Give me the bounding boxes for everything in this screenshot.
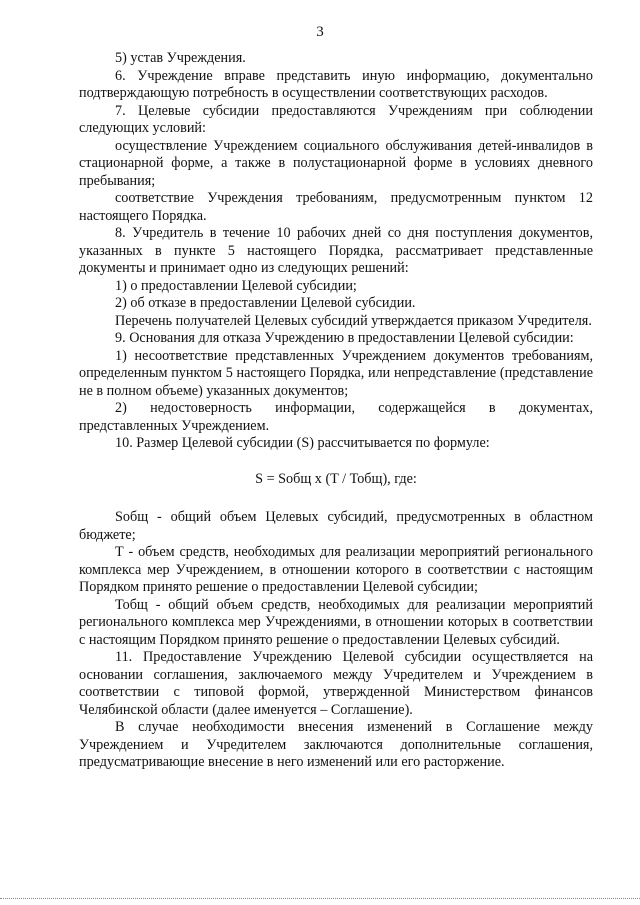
paragraph-recipients-list: Перечень получателей Целевых субсидий утверждается приказом Учредителя. [115, 312, 592, 329]
subsidy-formula: S = Sобщ x (T / Тобщ), где: [255, 470, 417, 487]
paragraph-decision-refuse: 2) об отказе в предоставлении Целевой субсидии. [115, 295, 416, 311]
paragraph-def-tobsh: Тобщ - общий объем средств, необходимых для реализации мероприятий регионального комплекса мер Учреждениями, в отношении которых в соответствии с настоящим Порядком принято решение о предоставлении Целевых субсидий. [79, 596, 593, 648]
paragraph-item-7: 7. Целевые субсидии предоставляются Учреждениям при соблюдении следующих условий: [79, 102, 593, 136]
paragraph-def-sobsh: Sобщ - общий объем Целевых субсидий, предусмотренных в областном бюджете; [79, 509, 593, 543]
paragraph-item-9: 9. Основания для отказа Учреждению в предоставлении Целевой субсидии: [115, 330, 574, 346]
paragraph-item-8: 8. Учредитель в течение 10 рабочих дней со дня поступления документов, указанных в пункте 5 настоящего Порядка, рассматривает представленные документы и принимает одно из следующих решений: [79, 225, 593, 276]
paragraph-item-6: 6. Учреждение вправе представить иную информацию, документально подтверждающую потребность в осуществлении соответствующих расходов. [79, 67, 593, 101]
paragraph-agreement-changes: В случае необходимости внесения изменений в Соглашение между Учреждением и Учредителем заключаются дополнительные соглашения, предусматривающие внесение в него изменений или его расторжение. [79, 719, 593, 770]
paragraph-def-t: Т - объем средств, необходимых для реализации мероприятий регионального комплекса мер Учреждением, в отношении которого в соответствии с настоящим Порядком принято решение о предоставлении Целевой субсидии; [79, 544, 593, 595]
page-number: 3 [316, 24, 324, 40]
scan-bottom-edge [0, 898, 640, 899]
paragraph-condition-service: осуществление Учреждением социального обслуживания детей-инвалидов в стационарной форме, а также в полустационарной форме в условиях дневного пребывания; [79, 137, 593, 189]
paragraph-refusal-reason-1: 1) несоответствие представленных Учреждением документов требованиям, определенным пунктом 5 настоящего Порядка, или непредставление (представление не в полном объеме) указанных документов; [79, 347, 593, 399]
paragraph-refusal-reason-2: 2) недостоверность информации, содержащейся в документах, представленных Учреждением. [79, 400, 593, 434]
paragraph-item-10: 10. Размер Целевой субсидии (S) рассчитывается по формуле: [115, 435, 490, 451]
paragraph-condition-compliance: соответствие Учреждения требованиям, предусмотренным пунктом 12 настоящего Порядка. [79, 190, 593, 224]
paragraph-item-11: 11. Предоставление Учреждению Целевой субсидии осуществляется на основании соглашения, заключаемого между Учредителем и Учреждением в соответствии с типовой формой, утвержденной Министерством финансов Челябинской области (далее именуется – Соглашение). [79, 649, 593, 718]
paragraph-decision-grant: 1) о предоставлении Целевой субсидии; [115, 277, 357, 294]
paragraph-charter: 5) устав Учреждения. [115, 50, 246, 66]
document-body [79, 50, 593, 772]
